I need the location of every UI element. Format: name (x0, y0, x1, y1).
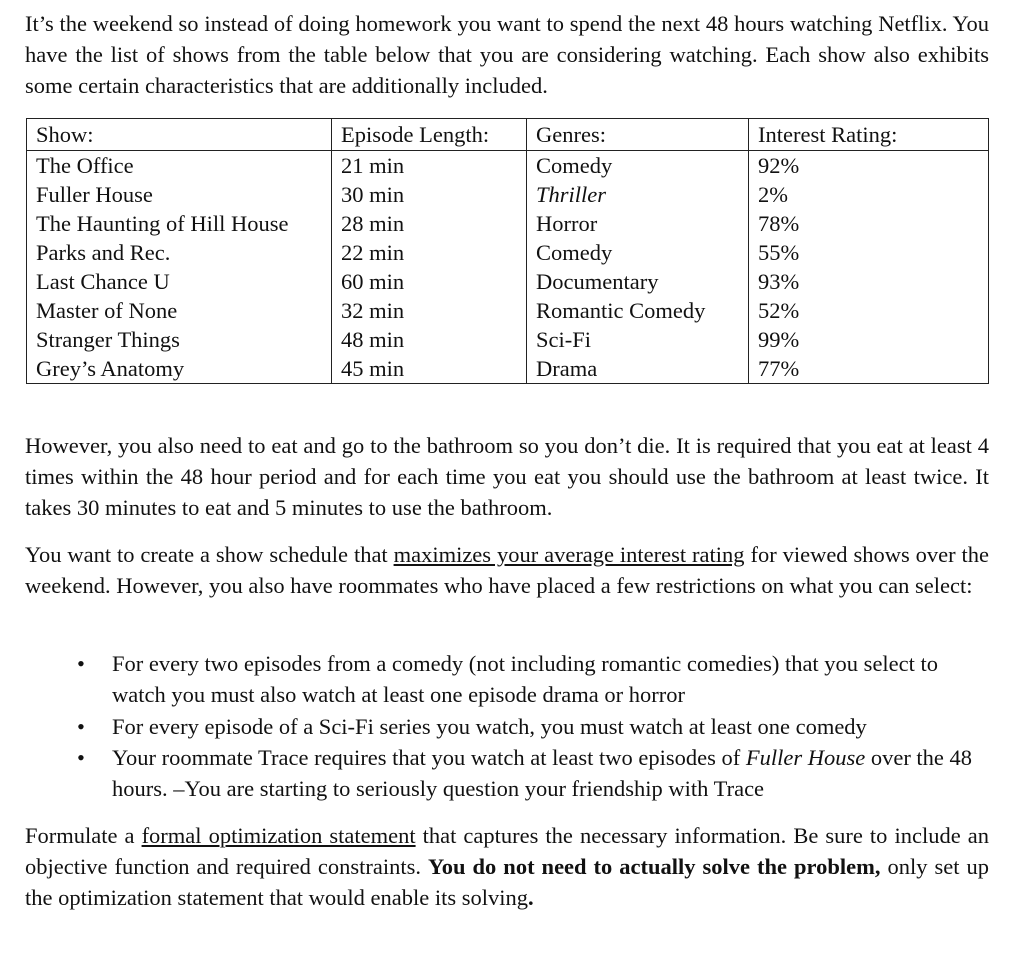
table-cell: 21 min (332, 151, 527, 181)
objective-paragraph (25, 539, 989, 601)
table-row (27, 325, 989, 354)
task-after: only set up the optimization statement that would enable its solving (25, 854, 989, 910)
table-row (27, 151, 989, 181)
bullet-glyph: • (77, 745, 85, 770)
eating-paragraph (25, 430, 989, 523)
intro-paragraph (25, 8, 989, 101)
table-row (27, 354, 989, 384)
table-header-cell: Episode Length: (332, 119, 527, 151)
eating-text: However, you also need to eat and go to the bathroom so you don’t die. It is required that you eat at least 4 times within the 48 hour period and for each time you eat you should use the bathroom at least twice. It takes 30 minutes to eat and 5 minutes to use the bathroom. (25, 433, 989, 520)
table-cell: 93% (749, 267, 989, 296)
table-row (27, 238, 989, 267)
objective-text-before: You want to create a show schedule that (25, 542, 394, 567)
task-before: Formulate a (25, 823, 142, 848)
table-cell: 28 min (332, 209, 527, 238)
table-cell: The Haunting of Hill House (27, 209, 332, 238)
table-header-cell: Interest Rating: (749, 119, 989, 151)
table-cell: Last Chance U (27, 267, 332, 296)
restriction-item (25, 648, 989, 710)
table-cell: Horror (527, 209, 749, 238)
objective-underlined: maximizes your average interest rating (393, 542, 745, 567)
restriction-comedy: For every two episodes from a comedy (not including romantic comedies) that you select to watch you must also watch at least one episode drama or horror (112, 651, 939, 707)
table-cell: Master of None (27, 296, 332, 325)
table-cell: The Office (27, 151, 332, 181)
table-row (27, 209, 989, 238)
table-cell: Drama (527, 354, 749, 384)
task-underlined: formal optimization statement (141, 823, 416, 848)
table-cell: 45 min (332, 354, 527, 384)
table-cell: 48 min (332, 325, 527, 354)
table-cell: 2% (749, 180, 989, 209)
table-cell: Stranger Things (27, 325, 332, 354)
restriction-trace-show: Fuller House (745, 745, 866, 770)
table-cell: Comedy (527, 151, 749, 181)
table-cell: Romantic Comedy (527, 296, 749, 325)
restrictions-list (25, 648, 989, 804)
table-cell: Fuller House (27, 180, 332, 209)
table-header-row (27, 119, 989, 151)
task-end: . (528, 885, 534, 910)
table-row (27, 180, 989, 209)
table-cell: Documentary (527, 267, 749, 296)
table-cell: 78% (749, 209, 989, 238)
table-header-cell: Genres: (527, 119, 749, 151)
bullet-glyph: • (77, 651, 85, 676)
table-header-cell: Show: (27, 119, 332, 151)
table-cell: Grey’s Anatomy (27, 354, 332, 384)
table-cell: 22 min (332, 238, 527, 267)
table-cell: 32 min (332, 296, 527, 325)
task-paragraph (25, 820, 989, 913)
shows-table (26, 118, 989, 384)
table-cell: Sci-Fi (527, 325, 749, 354)
restriction-item (25, 711, 989, 742)
table-cell: Thriller (527, 180, 749, 209)
table-cell: 52% (749, 296, 989, 325)
task-middle: that captures the necessary information. Be sure to include an objective function and required constraints. (25, 823, 989, 879)
restriction-scifi: For every episode of a Sci-Fi series you watch, you must watch at least one comedy (112, 714, 867, 739)
table-cell: 60 min (332, 267, 527, 296)
restriction-trace-after: over the 48 hours. –You are starting to seriously question your friendship with Trace (112, 745, 973, 801)
bullet-glyph: • (77, 714, 85, 739)
table-row (27, 296, 989, 325)
restriction-item (25, 742, 989, 804)
intro-text: It’s the weekend so instead of doing homework you want to spend the next 48 hours watching Netflix. You have the list of shows from the table below that you are considering watching. Each show also exhibits some certain characteristics that are additionally included. (25, 11, 989, 98)
table-cell: Parks and Rec. (27, 238, 332, 267)
restriction-trace-before: Your roommate Trace requires that you watch at least two episodes of (112, 745, 746, 770)
table-cell: Comedy (527, 238, 749, 267)
table-cell: 30 min (332, 180, 527, 209)
table-row (27, 267, 989, 296)
table-cell: 77% (749, 354, 989, 384)
table-cell: 99% (749, 325, 989, 354)
objective-text-after: for viewed shows over the weekend. However, you also have roommates who have placed a few restrictions on what you can select: (25, 542, 989, 598)
task-bold: You do not need to actually solve the problem, (428, 854, 881, 879)
table-cell: 92% (749, 151, 989, 181)
table-cell: 55% (749, 238, 989, 267)
